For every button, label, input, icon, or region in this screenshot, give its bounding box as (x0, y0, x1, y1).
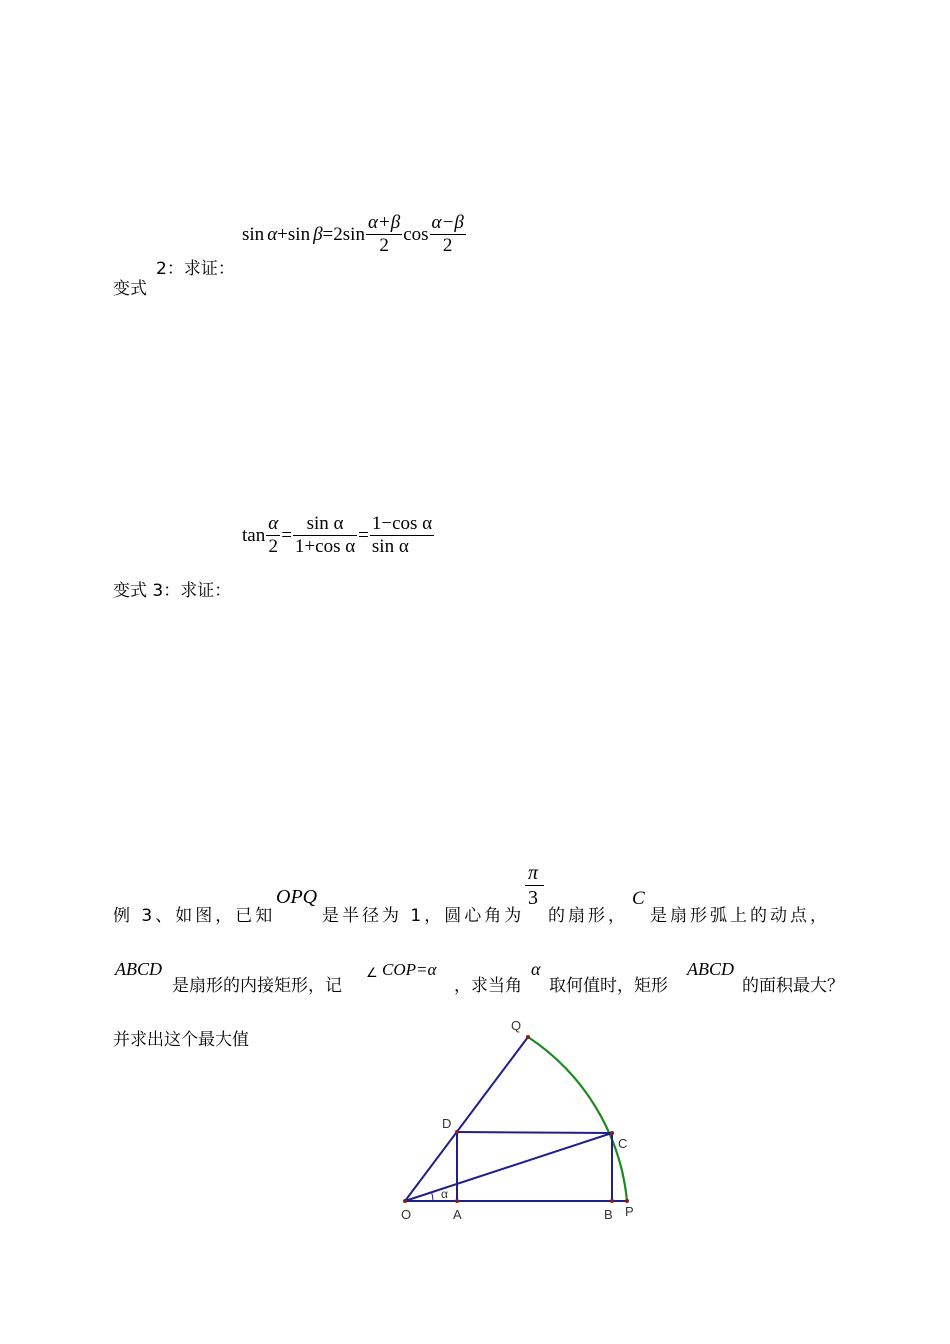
variant3-formula (242, 513, 435, 558)
fraction-numerator: α−β (431, 212, 464, 233)
example3-line2-question: 取何值时，矩形 (549, 976, 668, 996)
sector-name-opq: OPQ (276, 886, 318, 908)
rectangle-abcd: ABCD (687, 959, 734, 979)
equals-sign: = (281, 524, 292, 546)
point-q-dot (526, 1035, 530, 1039)
rectangle-abcd: ABCD (115, 959, 162, 979)
pi-numerator: π (528, 862, 539, 884)
alpha-variable: α (531, 959, 541, 979)
equals-sign: = (322, 223, 334, 245)
label-alpha: α (441, 1187, 448, 1201)
beta-symbol: β (313, 223, 323, 245)
fraction-alpha-minus-beta (430, 212, 466, 257)
fraction-alpha-plus-beta (366, 212, 402, 257)
example3-line1-suffix: 是扇形弧上的动点， (650, 906, 830, 926)
fraction-denominator: 1+cos α (294, 536, 356, 557)
angle-symbol: ∠ (366, 966, 378, 981)
segment-dc (457, 1132, 612, 1133)
point-o-dot (403, 1199, 407, 1203)
fraction-numerator: sin α (293, 513, 357, 536)
point-c-dot (610, 1131, 614, 1135)
variant2-label: 变式 (113, 279, 147, 299)
sin-text: sin (242, 223, 265, 245)
example3-line2-middle: ，求当角 (454, 976, 522, 996)
label-d: D (442, 1116, 452, 1131)
label-b: B (604, 1207, 613, 1222)
label-a: A (453, 1207, 462, 1222)
example3-line1-sector: 的扇形， (548, 906, 628, 926)
sector-figure (390, 1010, 650, 1225)
label-o: O (401, 1207, 412, 1222)
example3-line2-prefix: 是扇形的内接矩形，记 (172, 976, 342, 996)
equals-sign: = (358, 524, 369, 546)
fraction-denominator: 2 (442, 235, 453, 256)
pi-fraction-bar (525, 885, 544, 886)
example3-line1-prefix: 例 3、如图，已知 (113, 906, 276, 926)
point-d-dot (455, 1130, 459, 1134)
point-p-dot (625, 1199, 629, 1203)
label-p: P (625, 1204, 634, 1219)
angle-cop-expression: COP=α (382, 960, 437, 979)
sin-text: sin (342, 223, 365, 245)
alpha-symbol: α (267, 223, 278, 245)
fraction-denominator: 2 (379, 235, 389, 256)
variant2-formula (242, 212, 467, 257)
point-c: C (632, 888, 645, 909)
pi-denominator: 3 (528, 887, 538, 909)
segment-oq (405, 1037, 528, 1201)
fraction-numerator: α+β (367, 212, 401, 233)
fraction-half-alpha (266, 513, 280, 558)
fraction-one-minus-cos-over-sin (370, 513, 434, 558)
coefficient: 2 (333, 223, 343, 245)
variant2-label-number: 2：求证： (156, 259, 235, 279)
example3-line1-middle: 是半径为 1，圆心角为 (322, 906, 525, 926)
point-b-dot (610, 1199, 614, 1203)
example3-line2-suffix: 的面积最大？ (742, 976, 844, 996)
plus-sign: + (277, 223, 288, 245)
tan-text: tan (242, 524, 266, 546)
example3-line3: 并求出这个最大值 (113, 1030, 249, 1050)
fraction-denominator: 2 (268, 536, 278, 557)
label-c: C (618, 1136, 628, 1151)
fraction-numerator: 1−cos α (371, 513, 433, 534)
sin-text: sin (287, 223, 311, 245)
fraction-sin-over-one-plus-cos (293, 513, 357, 558)
fraction-numerator: α (268, 513, 279, 534)
point-a-dot (455, 1199, 459, 1203)
label-q: Q (511, 1018, 522, 1033)
variant3-label: 变式 3：求证： (113, 581, 232, 601)
segment-oc (405, 1133, 612, 1201)
angle-alpha-arc (432, 1192, 433, 1201)
cos-text: cos (403, 223, 429, 245)
fraction-denominator: sin α (371, 536, 409, 557)
